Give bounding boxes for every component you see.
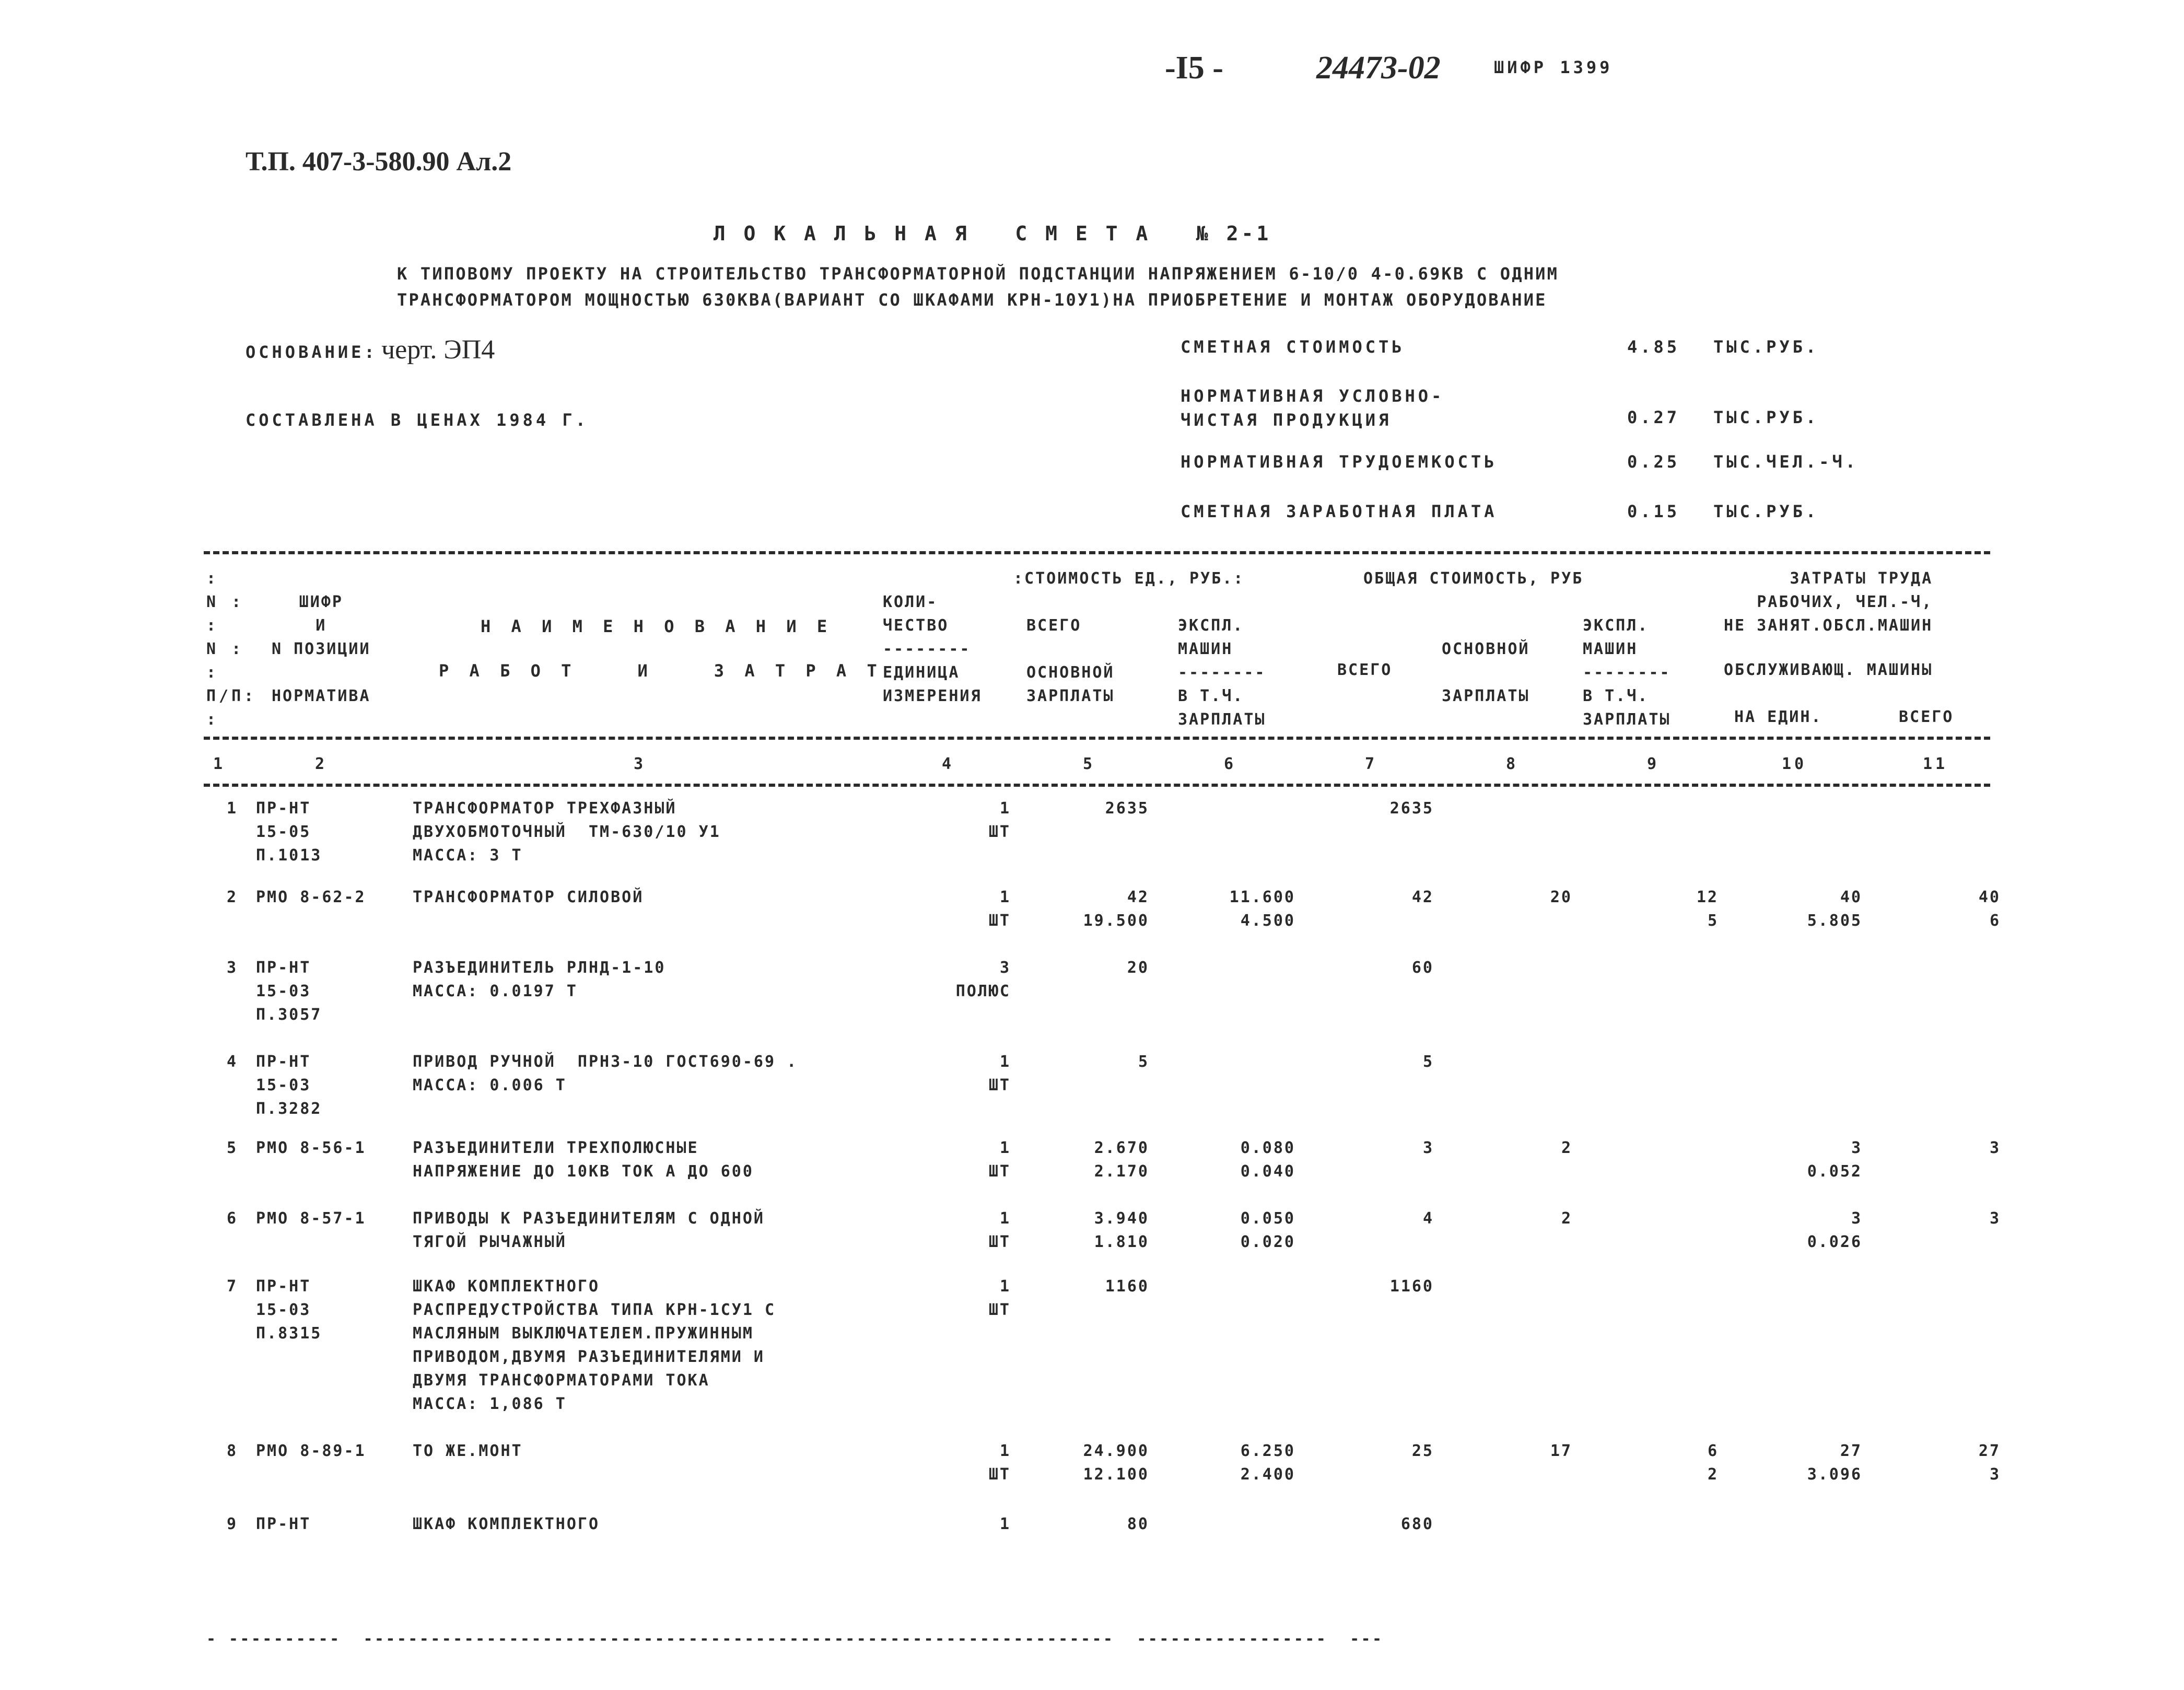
compiled-prices: СОСТАВЛЕНА В ЦЕНАХ 1984 Г. <box>246 410 589 430</box>
table-top-rule <box>204 551 1990 554</box>
row-name: ТРАНСФОРМАТОР СИЛОВОЙ <box>413 888 644 906</box>
summary-value: 0.27 <box>1627 407 1680 427</box>
row-labor-per-unit: 3 0.052 <box>1807 1139 1862 1181</box>
header-row-number: : N : : N : : П/П: : <box>206 569 257 729</box>
page-number: -I5 - <box>1165 50 1223 86</box>
row-main-wage: 2 <box>1561 1139 1572 1157</box>
project-code: Т.П. 407-3-580.90 Ал.2 <box>246 147 512 177</box>
row-cipher: ПР-НТ 15-05 П.1013 <box>256 799 322 865</box>
column-number: 8 <box>1505 755 1519 773</box>
row-labor-per-unit: 27 3.096 <box>1807 1442 1862 1484</box>
row-name: ТРАНСФОРМАТОР ТРЕХФАЗНЫЙ ДВУХОБМОТОЧНЫЙ ТМ-630/10 У1 МАССА: 3 Т <box>413 799 721 865</box>
row-quantity: 1 ШТ <box>988 1209 1011 1251</box>
header-quantity: КОЛИ- ЧЕСТВО -------- ЕДИНИЦА ИЗМЕРЕНИЯ <box>883 593 982 705</box>
summary-label: НОРМАТИВНАЯ УСЛОВНО- ЧИСТАЯ ПРОДУКЦИЯ <box>1181 386 1445 430</box>
row-number: 1 <box>226 799 238 818</box>
estimate-subtitle-line2: ТРАНСФОРМАТОРОМ МОЩНОСТЬЮ 630КВА(ВАРИАНТ СО ШКАФАМИ КРН-10У1)НА ПРИОБРЕТЕНИЕ И МОНТАЖ ОБОРУДОВАНИЕ <box>397 290 1547 310</box>
row-unit-total: 2.670 2.170 <box>1094 1139 1149 1181</box>
row-total: 680 <box>1400 1515 1434 1533</box>
row-total: 3 <box>1422 1139 1434 1157</box>
row-quantity: 1 ШТ <box>988 1442 1011 1484</box>
row-quantity: 1 <box>999 1515 1011 1533</box>
summary-value: 0.15 <box>1627 502 1680 521</box>
row-name: ШКАФ КОМПЛЕКТНОГО <box>413 1515 600 1533</box>
summary-unit: ТЫС.ЧЕЛ.-Ч. <box>1713 452 1859 472</box>
header-name-line2: Р А Б О Т И З А Т Р А Т <box>439 661 882 681</box>
row-quantity: 1 ШТ <box>988 1139 1011 1181</box>
column-number: 3 <box>633 755 647 773</box>
row-main-wage: 20 <box>1550 888 1572 906</box>
row-labor-per-unit: 3 0.026 <box>1807 1209 1862 1251</box>
header-machines: ЭКСПЛ. МАШИН -------- В Т.Ч. ЗАРПЛАТЫ <box>1583 616 1671 729</box>
column-number: 11 <box>1922 755 1948 773</box>
document-number: 24473-02 <box>1316 50 1441 86</box>
row-total: 2635 <box>1389 799 1434 818</box>
summary-label: НОРМАТИВНАЯ ТРУДОЕМКОСТЬ <box>1181 452 1498 472</box>
cipher-code: ШИФР 1399 <box>1494 57 1613 77</box>
row-cipher: ПР-НТ <box>256 1515 311 1533</box>
row-name: ТО ЖЕ.МОНТ <box>413 1442 523 1460</box>
row-unit-total: 5 <box>1138 1053 1149 1071</box>
summary-value: 0.25 <box>1627 452 1680 472</box>
row-number: 6 <box>226 1209 238 1228</box>
row-number: 7 <box>226 1277 238 1296</box>
row-quantity: 1 ШТ <box>988 1277 1011 1319</box>
estimate-title: Л О К А Л Ь Н А Я С М Е Т А № 2-1 <box>713 222 1272 245</box>
summary-label: СМЕТНАЯ СТОИМОСТЬ <box>1181 337 1405 357</box>
row-number: 3 <box>226 959 238 977</box>
row-number: 4 <box>226 1053 238 1071</box>
row-labor-per-unit: 40 5.805 <box>1807 888 1862 930</box>
estimate-subtitle-line1: К ТИПОВОМУ ПРОЕКТУ НА СТРОИТЕЛЬСТВО ТРАНСФОРМАТОРНОЙ ПОДСТАНЦИИ НАПРЯЖЕНИЕМ 6-10/0 4-0.69КВ С ОДНИМ <box>397 264 1559 284</box>
row-machines: 6 2 <box>1707 1442 1719 1484</box>
row-total: 1160 <box>1389 1277 1434 1296</box>
header-name-line1: Н А И М Е Н О В А Н И Е <box>481 616 833 636</box>
row-number: 2 <box>226 888 238 906</box>
row-unit-machines: 0.050 0.020 <box>1240 1209 1295 1251</box>
bottom-dash-line: - ---------- ------------------------------------------------------------------- ----------------- --- <box>206 1630 1384 1648</box>
header-main-wage: ОСНОВНОЙ ЗАРПЛАТЫ <box>1442 640 1530 705</box>
header-unit-total: ВСЕГО ОСНОВНОЙ ЗАРПЛАТЫ <box>1026 616 1115 705</box>
row-cipher: РМО 8-89-1 <box>256 1442 366 1460</box>
summary-unit: ТЫС.РУБ. <box>1713 337 1819 357</box>
row-main-wage: 17 <box>1550 1442 1572 1460</box>
row-total: 60 <box>1411 959 1434 977</box>
row-main-wage: 2 <box>1561 1209 1572 1228</box>
row-quantity: 1 ШТ <box>988 1053 1011 1094</box>
basis-label: ОСНОВАНИЕ: <box>246 342 378 362</box>
header-machine-service: ОБСЛУЖИВАЮЩ. МАШИНЫ <box>1724 661 1933 679</box>
row-name: ШКАФ КОМПЛЕКТНОГО РАСПРЕДУСТРОЙСТВА ТИПА КРН-1СУ1 С МАСЛЯНЫМ ВЫКЛЮЧАТЕЛЕМ.ПРУЖИННЫМ ПРИВОДОМ,ДВУМЯ РАЗЪЕДИНИТЕЛЯМИ И ДВУМЯ ТРАНСФОРМАТОРАМИ ТОКА МАССА: 1,086 Т <box>413 1277 776 1413</box>
row-quantity: 1 ШТ <box>988 888 1011 930</box>
row-unit-total: 20 <box>1127 959 1149 977</box>
row-number: 8 <box>226 1442 238 1460</box>
row-total: 25 <box>1411 1442 1434 1460</box>
row-unit-machines: 11.600 4.500 <box>1229 888 1295 930</box>
header-unit-cost: :СТОИМОСТЬ ЕД., РУБ.: <box>1013 569 1245 588</box>
row-name: РАЗЪЕДИНИТЕЛЬ РЛНД-1-10 МАССА: 0.0197 Т <box>413 959 666 1000</box>
row-cipher: ПР-НТ 15-03 П.3282 <box>256 1053 322 1118</box>
row-number: 9 <box>226 1515 238 1533</box>
row-number: 5 <box>226 1139 238 1157</box>
row-total: 42 <box>1411 888 1434 906</box>
row-labor-total: 3 <box>1989 1209 2001 1228</box>
row-cipher: РМО 8-57-1 <box>256 1209 366 1228</box>
column-number: 6 <box>1223 755 1237 773</box>
row-unit-machines: 6.250 2.400 <box>1240 1442 1295 1484</box>
row-unit-total: 42 19.500 <box>1083 888 1149 930</box>
row-total: 4 <box>1422 1209 1434 1228</box>
row-labor-total: 3 <box>1989 1139 2001 1157</box>
column-number: 4 <box>941 755 955 773</box>
row-unit-total: 80 <box>1127 1515 1149 1533</box>
row-machines: 12 5 <box>1696 888 1719 930</box>
row-unit-total: 1160 <box>1105 1277 1149 1296</box>
row-name: РАЗЪЕДИНИТЕЛИ ТРЕХПОЛЮСНЫЕ НАПРЯЖЕНИЕ ДО 10КВ ТОК А ДО 600 <box>413 1139 754 1181</box>
row-total: 5 <box>1422 1053 1434 1071</box>
row-cipher: РМО 8-56-1 <box>256 1139 366 1157</box>
row-unit-total: 2635 <box>1105 799 1149 818</box>
column-number: 5 <box>1082 755 1096 773</box>
header-unit-machines: ЭКСПЛ. МАШИН -------- В Т.Ч. ЗАРПЛАТЫ <box>1178 616 1266 729</box>
header-per-unit: НА ЕДИН. <box>1734 708 1823 726</box>
table-header-bottom-rule <box>204 737 1990 740</box>
summary-label: СМЕТНАЯ ЗАРАБОТНАЯ ПЛАТА <box>1181 502 1498 521</box>
row-unit-total: 3.940 1.810 <box>1094 1209 1149 1251</box>
row-labor-total: 27 3 <box>1978 1442 2001 1484</box>
column-numbers-rule <box>204 784 1990 787</box>
basis-value: черт. ЭП4 <box>381 335 495 365</box>
column-number: 10 <box>1781 755 1807 773</box>
row-cipher: ПР-НТ 15-03 П.8315 <box>256 1277 322 1343</box>
header-cipher: ШИФР И N ПОЗИЦИИ НОРМАТИВА <box>272 593 371 705</box>
row-name: ПРИВОД РУЧНОЙ ПРНЗ-10 ГОСТ690-69 . МАССА: 0.006 Т <box>413 1053 798 1094</box>
row-unit-machines: 0.080 0.040 <box>1240 1139 1295 1181</box>
header-total: ВСЕГО <box>1337 661 1393 679</box>
row-quantity: 3 ПОЛЮС <box>955 959 1011 1000</box>
summary-unit: ТЫС.РУБ. <box>1713 407 1819 427</box>
header-labor: ЗАТРАТЫ ТРУДА РАБОЧИХ, ЧЕЛ.-Ч, НЕ ЗАНЯТ.ОБСЛ.МАШИН <box>1724 569 1933 635</box>
header-total-cost: ОБЩАЯ СТОИМОСТЬ, РУБ <box>1363 569 1584 588</box>
row-name: ПРИВОДЫ К РАЗЪЕДИНИТЕЛЯМ С ОДНОЙ ТЯГОЙ РЫЧАЖНЫЙ <box>413 1209 765 1251</box>
column-number: 1 <box>213 755 226 773</box>
column-number: 2 <box>314 755 328 773</box>
column-number: 7 <box>1364 755 1378 773</box>
row-unit-total: 24.900 12.100 <box>1083 1442 1149 1484</box>
column-number: 9 <box>1646 755 1660 773</box>
row-quantity: 1 ШТ <box>988 799 1011 841</box>
summary-unit: ТЫС.РУБ. <box>1713 502 1819 521</box>
row-labor-total: 40 6 <box>1978 888 2001 930</box>
header-labor-total: ВСЕГО <box>1899 708 1954 726</box>
row-cipher: ПР-НТ 15-03 П.3057 <box>256 959 322 1024</box>
row-cipher: РМО 8-62-2 <box>256 888 366 906</box>
summary-value: 4.85 <box>1627 337 1680 357</box>
